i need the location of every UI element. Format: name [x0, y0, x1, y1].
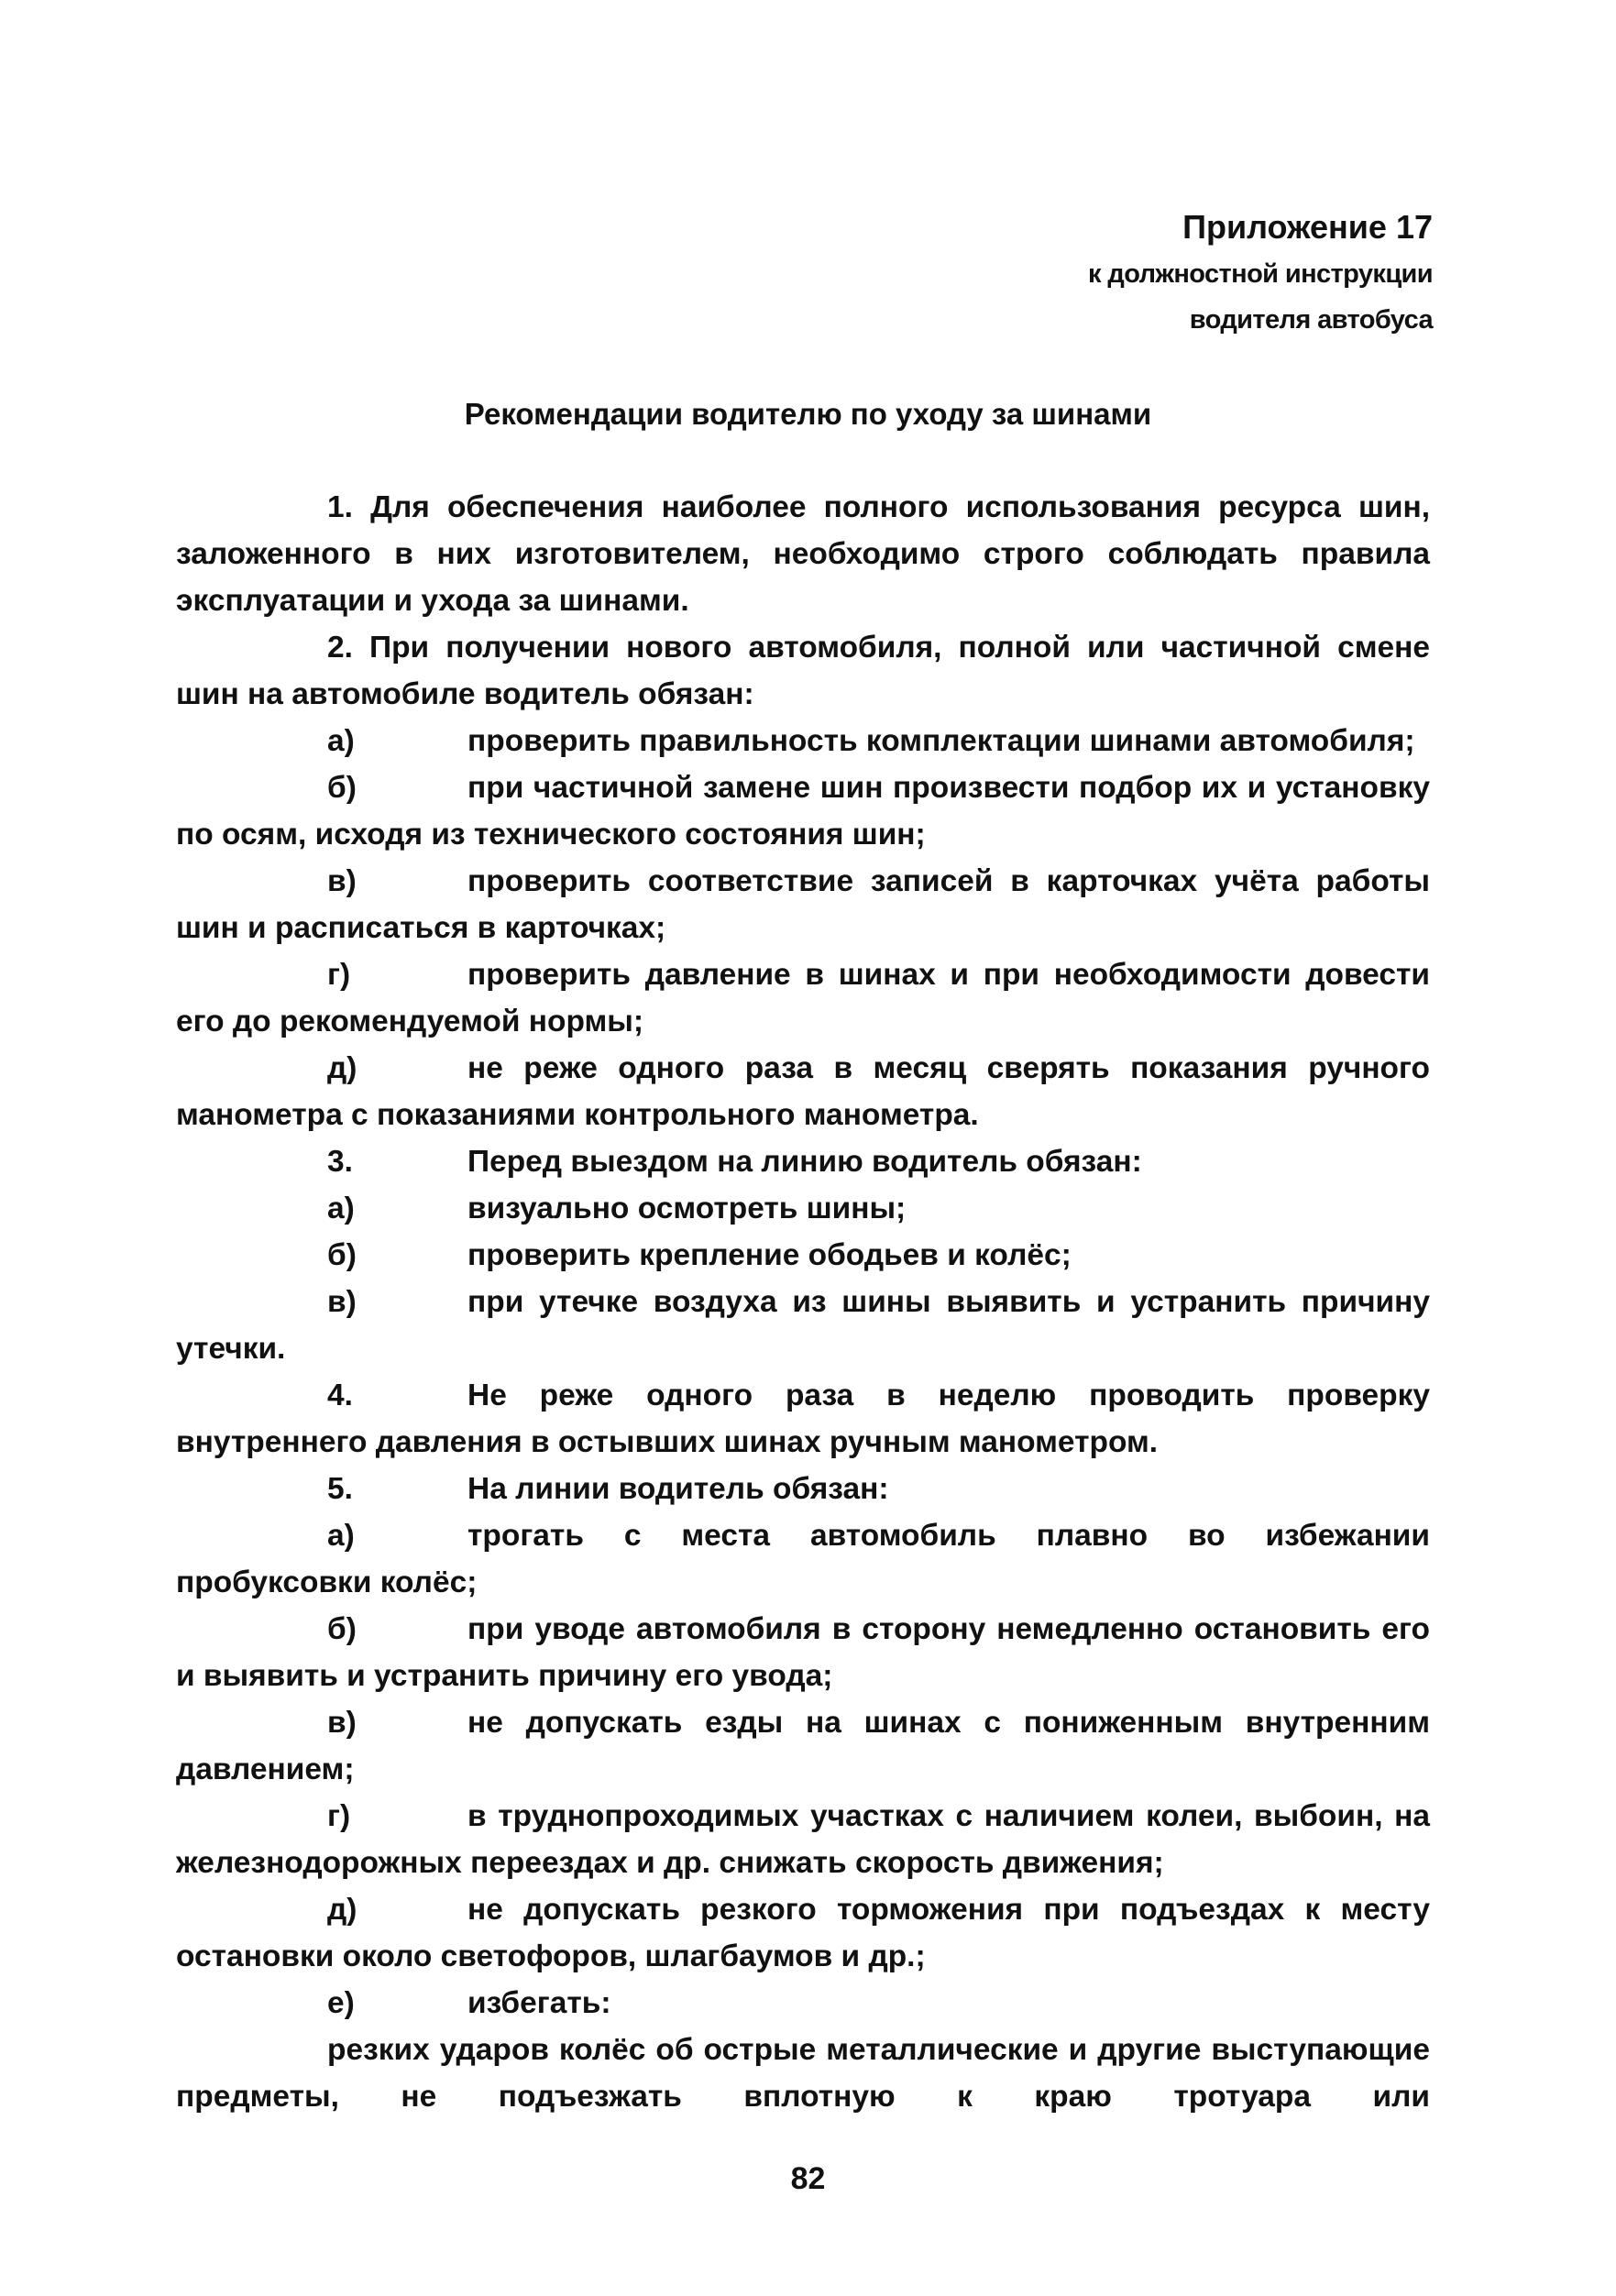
- list-item: [176, 718, 1430, 764]
- list-marker: б): [327, 1612, 357, 1646]
- list-item: [176, 1886, 1430, 1980]
- list-item-text: не реже одного раза в месяц сверять показания ручного манометра с показаниями контрольного манометра.: [176, 1051, 1430, 1132]
- list-item-text: На линии водитель обязан:: [467, 1472, 889, 1506]
- page-number: 82: [790, 2161, 826, 2196]
- appendix-header: [1088, 203, 1433, 343]
- list-marker: 3.: [327, 1145, 353, 1179]
- list-item-text: не допускать резкого торможения при подъездах к месту остановки около светофоров, шлагбаумов и др.;: [176, 1893, 1430, 1973]
- list-item-text: Перед выездом на линию водитель обязан:: [467, 1145, 1142, 1179]
- list-marker: е): [327, 1986, 355, 2020]
- paragraph-1: 1. Для обеспечения наиболее полного использования ресурса шин, заложенного в них изготовителем, необходимо строго соблюдать правила эксплуатации и ухода за шинами.: [176, 490, 1430, 618]
- document-title: Рекомендации водителю по уходу за шинами: [464, 397, 1152, 431]
- list-item: [176, 1466, 1430, 1512]
- list-item-text: проверить правильность комплектации шинами автомобиля;: [467, 724, 1415, 758]
- paragraph-continuation: резких ударов колёс об острые металлические и другие выступающие предметы, не подъезжать вплотную к краю тротуара или: [176, 2033, 1430, 2114]
- list-item: [176, 1232, 1430, 1279]
- list-item-text: проверить крепление ободьев и колёс;: [467, 1238, 1072, 1272]
- list-item-text: проверить давление в шинах и при необходимости довести его до рекомендуемой нормы;: [176, 958, 1430, 1038]
- paragraph-2: 2. При получении нового автомобиля, полной или частичной смене шин на автомобиле водитель обязан:: [176, 631, 1430, 711]
- list-item: [176, 1793, 1430, 1886]
- list-marker: а): [327, 1192, 355, 1225]
- list-marker: 5.: [327, 1472, 353, 1506]
- list-marker: 4.: [327, 1379, 353, 1412]
- list-marker: б): [327, 1238, 357, 1272]
- list-marker: г): [327, 958, 351, 992]
- list-item: [176, 858, 1430, 951]
- list-item-text: при утечке воздуха из шины выявить и устранить причину утечки.: [176, 1285, 1430, 1366]
- list-item-text: при уводе автомобиля в сторону немедленно остановить его и выявить и устранить причину его увода;: [176, 1612, 1430, 1693]
- list-marker: в): [327, 1706, 357, 1740]
- list-item: [176, 1606, 1430, 1699]
- list-item: [176, 1138, 1430, 1185]
- list-item-text: проверить соответствие записей в карточках учёта работы шин и расписаться в карточках;: [176, 864, 1430, 945]
- list-item: [176, 764, 1430, 858]
- list-item: [176, 1699, 1430, 1793]
- list-marker: д): [327, 1051, 357, 1085]
- list-item-text: визуально осмотреть шины;: [467, 1192, 907, 1225]
- list-item-text: в труднопроходимых участках с наличием колеи, выбоин, на железнодорожных переездах и др. снижать скорость движения;: [176, 1799, 1430, 1880]
- appendix-line-3: водителя автобуса: [1189, 305, 1433, 335]
- list-item: [176, 1045, 1430, 1138]
- list-item-text: при частичной замене шин произвести подбор их и установку по осям, исходя из технического состояния шин;: [176, 771, 1430, 851]
- list-item-text: трогать с места автомобиль плавно во избежании пробуксовки колёс;: [176, 1519, 1430, 1599]
- list-item: [176, 951, 1430, 1045]
- appendix-line-2: к должностной инструкции: [1088, 259, 1433, 289]
- list-marker: д): [327, 1893, 357, 1927]
- list-marker: в): [327, 1285, 357, 1319]
- list-item: [176, 1185, 1430, 1232]
- appendix-title: Приложение 17: [1182, 208, 1433, 246]
- list-item: [176, 1279, 1430, 1372]
- list-marker: г): [327, 1799, 351, 1833]
- list-item-text: не допускать езды на шинах с пониженным внутренним давлением;: [176, 1706, 1430, 1786]
- list-item: [176, 1980, 1430, 2027]
- list-marker: а): [327, 1519, 355, 1553]
- list-marker: в): [327, 864, 357, 898]
- list-marker: б): [327, 771, 357, 805]
- list-item: [176, 1372, 1430, 1466]
- list-item-text: Не реже одного раза в неделю проводить проверку внутреннего давления в остывших шинах ручным манометром.: [176, 1379, 1430, 1459]
- list-item-text: избегать:: [467, 1986, 611, 2020]
- document-body: [176, 484, 1430, 2120]
- list-marker: а): [327, 724, 355, 758]
- list-item: [176, 1512, 1430, 1606]
